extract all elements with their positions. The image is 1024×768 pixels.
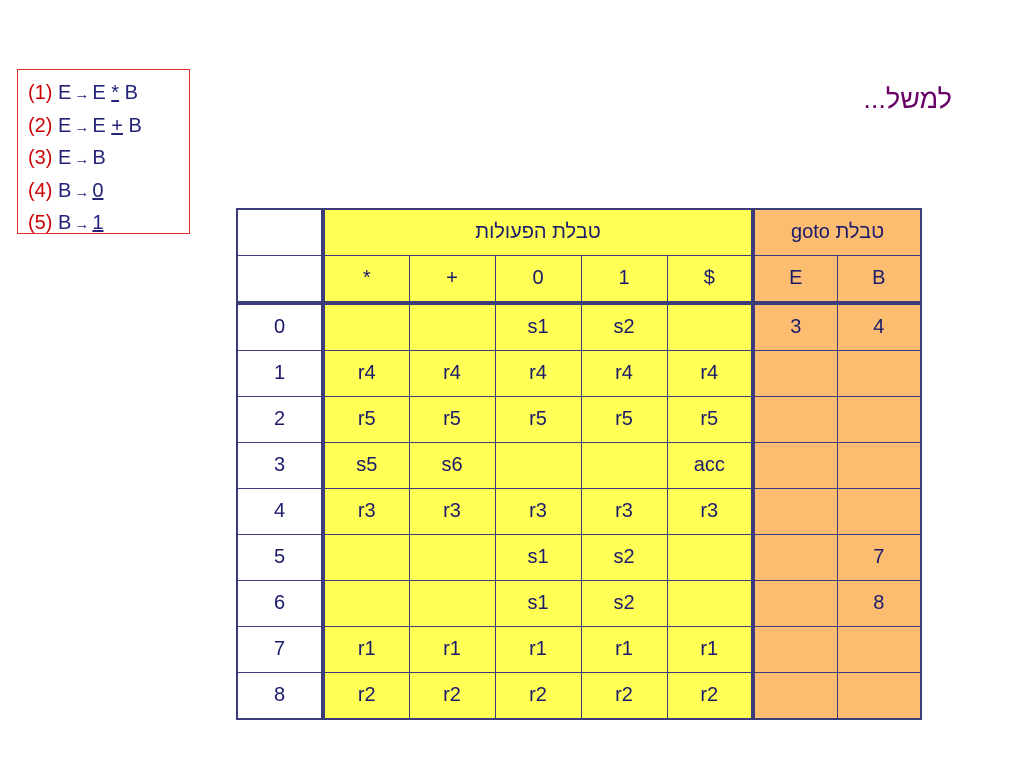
action-cell: s2 [581,303,667,351]
arrow-icon: → [74,151,90,168]
action-table-header: טבלת הפעולות [323,209,753,256]
goto-cell [837,397,921,443]
action-cell [409,581,495,627]
table-row [237,489,921,535]
action-cell [581,443,667,489]
action-cell [323,535,409,581]
state-cell: 3 [237,443,323,489]
action-cell: s6 [409,443,495,489]
rule-terminal: 0 [92,179,104,202]
rule-rhs: B [124,82,138,104]
grammar-rule [28,176,189,209]
arrow-icon: → [74,118,90,136]
action-cell: s5 [323,443,409,489]
rule-lhs: E [58,114,72,137]
goto-cell: 3 [753,303,837,351]
state-cell: 7 [237,627,323,673]
rule-number: (5) [28,212,53,234]
state-cell: 4 [237,489,323,535]
action-cell [409,535,495,581]
action-cell: r5 [495,397,581,443]
goto-cell [753,397,837,443]
action-cell: s1 [495,535,581,581]
action-cell: r1 [581,627,667,673]
goto-cell [753,673,837,720]
table-header-row [237,209,921,256]
rule-number: (1) [28,82,53,104]
rule-number: (2) [28,114,53,137]
rule-rhs: B [92,147,106,169]
action-cell: r4 [495,351,581,397]
state-cell: 1 [237,351,323,397]
arrow-icon: → [74,183,90,201]
action-cell: r2 [667,673,753,720]
rule-terminal: + [111,114,123,137]
goto-cell [753,535,837,581]
symbol-header: 0 [495,256,581,304]
rule-rhs: B [128,114,142,137]
arrow-icon: → [74,216,90,233]
table-row [237,351,921,397]
lr-parse-table [236,208,922,720]
state-cell: 5 [237,535,323,581]
goto-cell [753,489,837,535]
action-cell: s2 [581,581,667,627]
rule-terminal: 1 [92,212,104,234]
action-cell: r3 [409,489,495,535]
grammar-rule [28,143,189,176]
action-cell: r5 [409,397,495,443]
action-cell: r3 [667,489,753,535]
rule-lhs: E [58,147,72,169]
symbol-header: 1 [581,256,667,304]
action-cell: r3 [495,489,581,535]
goto-cell [837,351,921,397]
action-cell: s2 [581,535,667,581]
action-cell: r3 [323,489,409,535]
action-cell [495,443,581,489]
grammar-rule [28,111,189,144]
goto-cell [837,673,921,720]
state-cell: 8 [237,673,323,720]
nonterminal-header: E [753,256,837,304]
action-cell [323,303,409,351]
action-cell: r1 [323,627,409,673]
action-cell [323,581,409,627]
action-cell: r1 [409,627,495,673]
rule-rhs: E [92,82,106,104]
goto-cell [837,489,921,535]
action-cell: r2 [581,673,667,720]
goto-cell [837,627,921,673]
goto-cell: 4 [837,303,921,351]
action-cell: r5 [323,397,409,443]
symbol-header: $ [667,256,753,304]
nonterminal-header: B [837,256,921,304]
action-cell [667,303,753,351]
rule-rhs: E [92,114,106,137]
action-cell: r4 [667,351,753,397]
table-row [237,443,921,489]
table-row [237,303,921,351]
action-cell: r1 [667,627,753,673]
action-cell: r5 [581,397,667,443]
rule-lhs: B [58,179,72,202]
action-cell: s1 [495,303,581,351]
action-cell [667,535,753,581]
slide-title: למשל... [863,84,952,114]
table-row [237,581,921,627]
corner-cell [237,209,323,256]
table-row [237,535,921,581]
action-cell: r2 [409,673,495,720]
action-cell [409,303,495,351]
action-cell: r1 [495,627,581,673]
goto-cell: 7 [837,535,921,581]
symbol-header: + [409,256,495,304]
rule-number: (3) [28,147,53,169]
goto-table-header: טבלת goto [753,209,921,256]
goto-cell [753,627,837,673]
grammar-rules-box [17,69,190,234]
action-cell: r5 [667,397,753,443]
arrow-icon: → [74,86,90,103]
action-cell: r4 [323,351,409,397]
state-cell: 6 [237,581,323,627]
symbol-header-row [237,256,921,304]
corner-cell [237,256,323,304]
rule-number: (4) [28,179,53,202]
action-cell: acc [667,443,753,489]
goto-cell [753,443,837,489]
rule-terminal: * [111,82,120,104]
goto-cell: 8 [837,581,921,627]
table-row [237,627,921,673]
action-cell [667,581,753,627]
action-cell: r2 [495,673,581,720]
action-cell: s1 [495,581,581,627]
symbol-header: * [323,256,409,304]
table-row [237,673,921,720]
goto-cell [837,443,921,489]
action-cell: r3 [581,489,667,535]
table-row [237,397,921,443]
grammar-rule [28,78,189,111]
grammar-rule [28,208,189,241]
action-cell: r4 [581,351,667,397]
state-cell: 2 [237,397,323,443]
rule-lhs: E [58,82,72,104]
action-cell: r2 [323,673,409,720]
rule-lhs: B [58,212,72,234]
action-cell: r4 [409,351,495,397]
state-cell: 0 [237,303,323,351]
goto-cell [753,351,837,397]
goto-cell [753,581,837,627]
